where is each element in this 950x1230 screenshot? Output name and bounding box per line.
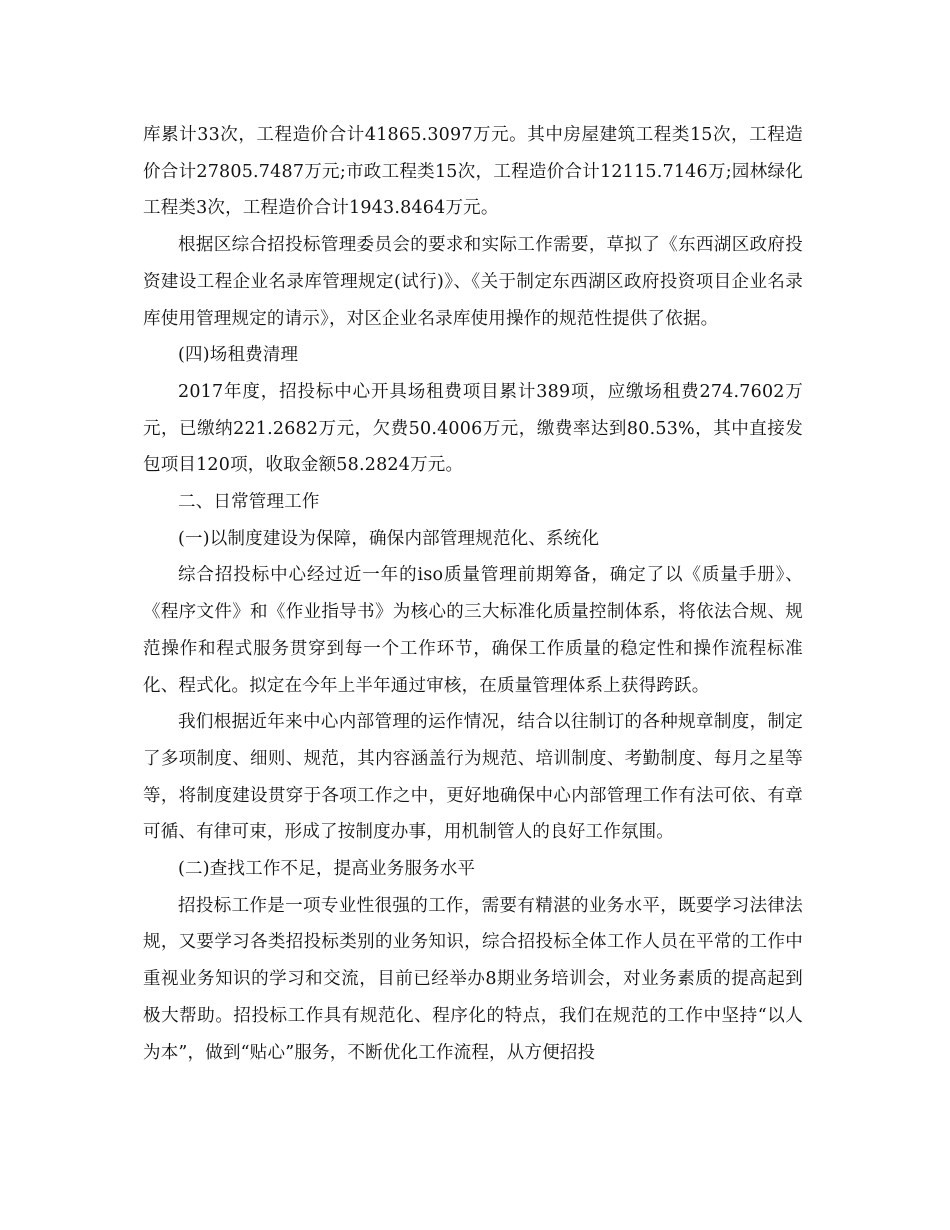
paragraph-venue-fee-stats: 2017年度，招投标中心开具场租费项目累计389项，应缴场租费274.7602万元，已缴纳221.2682万元，欠费50.4006万元，缴费率达到80.53%，其中直接发包项目120项，收取金额58.2824万元。 [143, 381, 803, 476]
heading-venue-fee-cleanup: (四)场租费清理 [178, 345, 299, 366]
heading-daily-management: 二、日常管理工作 [178, 492, 320, 513]
paragraph-professional-training: 招投标工作是一项专业性很强的工作，需要有精湛的业务水平，既要学习法律法规，又要学习各类招投标类别的业务知识，综合招投标全体工作人员在平常的工作中重视业务知识的学习和交流，目前已经举办8期业务培训会，对业务素质的提高起到极大帮助。招投标工作具有规范化、程序化的特点，我们在规范的工作中坚持“以人为本”，做到“贴心”服务，不断优化工作流程，从方便招投 [143, 895, 803, 1063]
paragraph-project-stats: 库累计33次，工程造价合计41865.3097万元。其中房屋建筑工程类15次，工程造价合计27805.7487万元;市政工程类15次，工程造价合计12115.7146万;园林绿化工程类3次，工程造价合计1943.8464万元。 [143, 125, 803, 219]
heading-service-level: (二)查找工作不足，提高业务服务水平 [178, 859, 476, 880]
paragraph-directory-rules: 根据区综合招投标管理委员会的要求和实际工作需要，草拟了《东西湖区政府投资建设工程企业名录库管理规定(试行)》、《关于制定东西湖区政府投资项目企业名录库使用管理规定的请示》，对区企业名录库使用操作的规范性提供了依据。 [143, 235, 803, 329]
document-body [143, 117, 803, 1071]
paragraph-internal-rules: 我们根据近年来中心内部管理的运作情况，结合以往制订的各种规章制度，制定了多项制度、细则、规范，其内容涵盖行为规范、培训制度、考勤制度、每月之星等等，将制度建设贯穿于各项工作之中，更好地确保中心内部管理工作有法可依、有章可循、有律可束，形成了按制度办事，用机制管人的良好工作氛围。 [143, 712, 803, 843]
paragraph-iso-quality: 综合招投标中心经过近一年的iso质量管理前期筹备，确定了以《质量手册》、《程序文件》和《作业指导书》为核心的三大标准化质量控制体系，将依法合规、规范操作和程式服务贯穿到每一个工作环节，确保工作质量的稳定性和操作流程标准化、程式化。拟定在今年上半年通过审核，在质量管理体系上获得跨跃。 [143, 565, 803, 696]
heading-system-building: (一)以制度建设为保障，确保内部管理规范化、系统化 [178, 528, 600, 549]
